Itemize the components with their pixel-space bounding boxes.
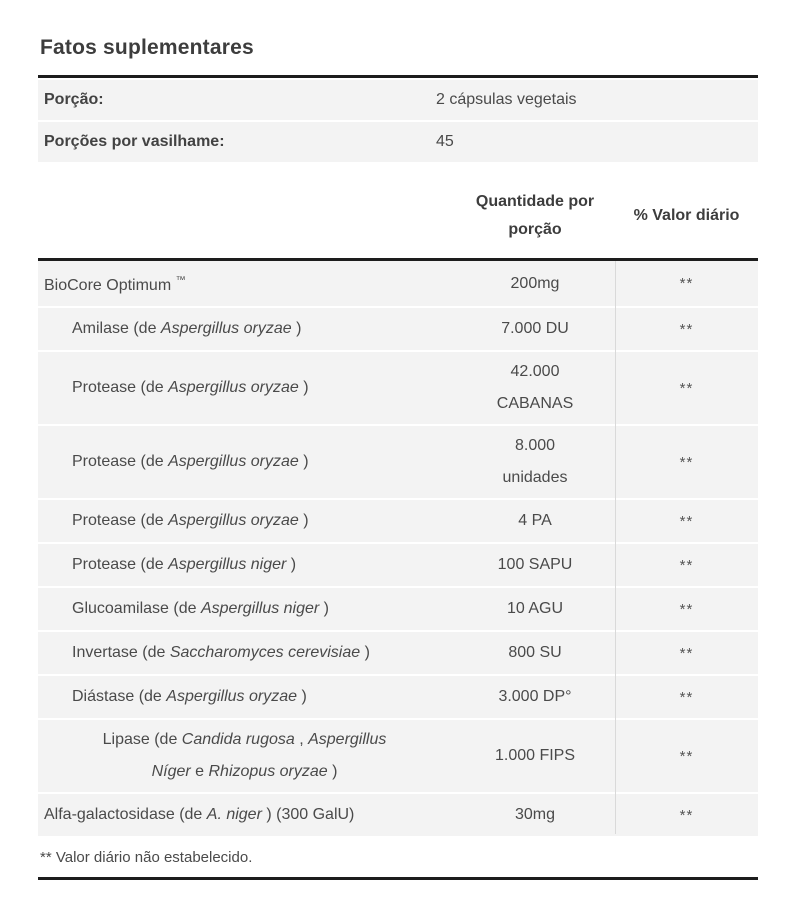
column-header-row — [38, 162, 758, 258]
ingredient-name-text: ) — [319, 600, 330, 617]
ingredient-name-text: Invertase (de — [72, 644, 170, 661]
column-header-daily-value: % Valor diário — [633, 207, 740, 224]
species-name-italic: A. niger — [206, 806, 262, 823]
table-row — [38, 632, 758, 674]
amount-cell: 200mg — [510, 274, 560, 292]
ingredient-name-text: Alfa-galactosidase (de — [44, 806, 207, 823]
table-row — [38, 794, 758, 836]
amount-cell: 7.000 DU — [501, 320, 569, 337]
ingredient-name-text: ) — [360, 644, 370, 661]
ingredient-name-cell — [38, 368, 455, 408]
amount-cell: 3.000 DP° — [498, 688, 572, 705]
amount-cell: 30mg — [514, 806, 556, 823]
ingredient-name-text: ) — [286, 556, 297, 573]
table-row — [38, 426, 758, 498]
ingredient-name-cell — [38, 589, 455, 629]
table-row — [38, 308, 758, 350]
amount-cell: 4 PA — [518, 512, 552, 529]
daily-value-cell: ** — [679, 806, 694, 824]
daily-value-cell: ** — [679, 453, 694, 471]
daily-value-cell: ** — [679, 320, 694, 338]
species-name-italic: Aspergillus oryzae — [160, 320, 292, 337]
ingredient-name-cell — [38, 795, 455, 835]
table-row — [38, 500, 758, 542]
amount-cell: 42.000 CABANAS — [496, 363, 574, 412]
species-name-italic: Aspergillus niger — [168, 556, 287, 573]
species-name-italic: Aspergillus oryzae — [166, 688, 297, 705]
ingredient-name-text: Amilase (de — [72, 320, 161, 337]
daily-value-cell: ** — [679, 644, 694, 662]
table-row — [38, 544, 758, 586]
divider-top — [38, 75, 758, 78]
serving-value: 45 — [436, 133, 454, 150]
daily-value-cell: ** — [679, 512, 694, 530]
serving-row — [38, 122, 758, 162]
daily-value-cell: ** — [679, 600, 694, 618]
table-row — [38, 588, 758, 630]
ingredient-name-text: Protease (de — [72, 556, 169, 573]
amount-cell: 1.000 FIPS — [494, 747, 576, 764]
ingredient-name-text: Protease (de — [72, 453, 169, 470]
table-row — [38, 352, 758, 424]
trademark-symbol: ™ — [175, 275, 186, 286]
ingredient-name-text: ) — [298, 453, 309, 470]
ingredient-name-text: Protease (de — [72, 379, 169, 396]
page-title: Fatos suplementares — [40, 36, 254, 59]
ingredient-name-text: ) — [291, 320, 302, 337]
serving-info-section — [38, 80, 758, 162]
ingredient-name-text: ) — [297, 688, 307, 705]
footnote: ** Valor diário não estabelecido. — [40, 849, 253, 866]
ingredient-name-text: Lipase (de — [102, 731, 182, 748]
table-row — [38, 676, 758, 718]
serving-value: 2 cápsulas vegetais — [436, 91, 577, 108]
ingredient-name-text: BioCore Optimum — [44, 277, 176, 294]
species-name-italic: Aspergillus — [308, 731, 387, 748]
ingredient-name-cell — [38, 545, 455, 585]
ingredient-name-cell — [38, 442, 455, 482]
column-divider-line — [615, 261, 616, 834]
amount-cell: 10 AGU — [506, 600, 564, 617]
amount-cell: 800 SU — [508, 644, 562, 661]
species-name-italic: Saccharomyces cerevisiae — [169, 644, 361, 661]
ingredient-name-text: ) — [298, 379, 309, 396]
ingredient-name-cell — [38, 633, 455, 673]
ingredient-name-cell — [38, 309, 455, 349]
table-row — [38, 720, 758, 792]
serving-label: Porção: — [44, 91, 104, 108]
species-name-italic: Níger — [151, 763, 191, 780]
column-header-amount: Quantidade por porção — [475, 193, 595, 238]
species-name-italic: Aspergillus niger — [200, 600, 320, 617]
daily-value-cell: ** — [679, 556, 694, 574]
ingredient-name-text: Diástase (de — [72, 688, 167, 705]
ingredients-table — [38, 261, 758, 836]
ingredient-name-cell — [38, 720, 455, 792]
ingredient-name-cell — [38, 501, 455, 541]
ingredient-name-text: ) (300 GalU) — [261, 806, 355, 823]
species-name-italic: Candida rugosa — [181, 731, 295, 748]
species-name-italic: Aspergillus oryzae — [168, 453, 299, 470]
table-row — [38, 261, 758, 306]
serving-row — [38, 80, 758, 120]
ingredient-name-text: ) — [298, 512, 309, 529]
ingredient-name-text: e — [190, 763, 209, 780]
species-name-italic: Aspergillus oryzae — [168, 379, 299, 396]
amount-cell: 100 SAPU — [497, 556, 573, 573]
serving-label: Porções por vasilhame: — [44, 133, 225, 150]
ingredient-name-cell — [38, 677, 455, 717]
daily-value-cell: ** — [679, 747, 694, 765]
ingredient-name-text: Glucoamilase (de — [72, 600, 201, 617]
amount-cell: 8.000 unidades — [502, 437, 568, 486]
species-name-italic: Rhizopus oryzae — [208, 763, 328, 780]
ingredient-name-text: ) — [327, 763, 338, 780]
ingredient-name-cell — [38, 261, 455, 306]
ingredient-name-text: , — [294, 731, 309, 748]
divider-bottom — [38, 877, 758, 880]
daily-value-cell: ** — [679, 275, 694, 292]
ingredient-name-text: Protease (de — [72, 512, 169, 529]
daily-value-cell: ** — [679, 688, 694, 706]
species-name-italic: Aspergillus oryzae — [168, 512, 299, 529]
daily-value-cell: ** — [679, 379, 694, 397]
